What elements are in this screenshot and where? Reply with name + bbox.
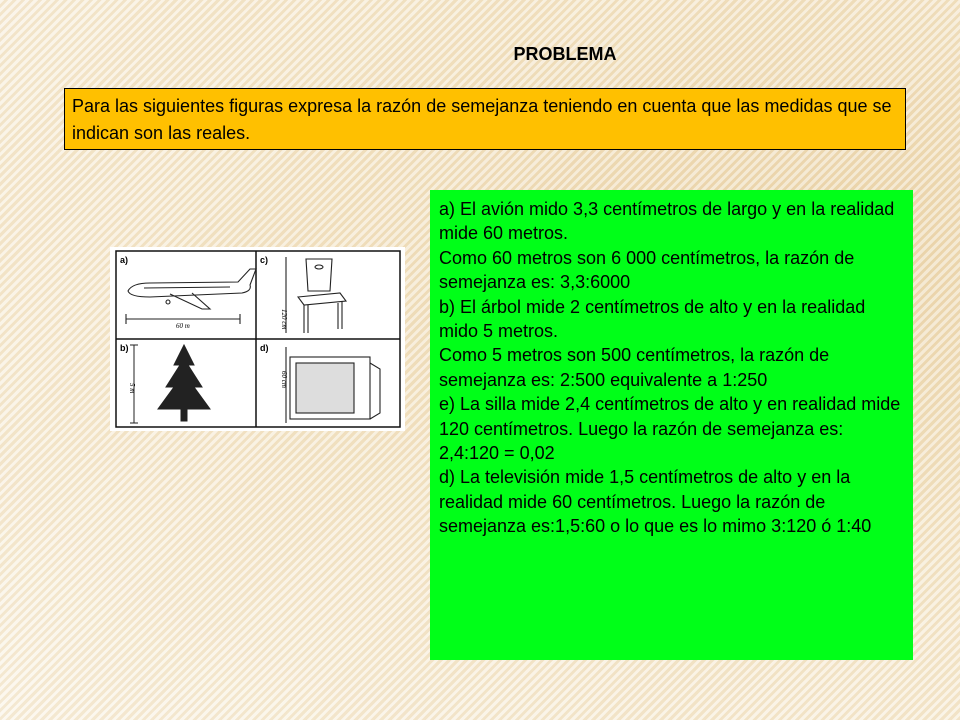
figures-drawing — [110, 247, 405, 431]
answer-line-a-ratio: Como 60 metros son 6 000 centímetros, la razón de semejanza es: 3,3:6000 — [439, 247, 855, 293]
answer-box — [430, 190, 913, 660]
tree-measure: 5 m — [128, 383, 136, 394]
problem-statement-box — [64, 88, 906, 150]
chair-measure: 120 cm — [280, 309, 288, 330]
tv-measure: 60 cm — [280, 371, 288, 388]
answer-line-chair: e) La silla mide 2,4 centímetros de alto y en realidad mide 120 centímetros. Luego la razón de semejanza es: 2,4:120 = 0,02 — [439, 394, 901, 464]
figures-image — [110, 247, 405, 431]
panel-label-a: a) — [120, 255, 129, 265]
answer-line-b-ratio: Como 5 metros son 500 centímetros, la razón de semejanza es: 2:500 equivalente a 1:250 — [439, 345, 830, 390]
slide-title: PROBLEMA — [513, 44, 617, 64]
panel-label-b: b) — [120, 343, 129, 353]
panel-label-d: d) — [260, 343, 269, 353]
answer-line-b: b) El árbol mide 2 centímetros de alto y en la realidad mido 5 metros. — [439, 296, 866, 342]
panel-label-c: c) — [260, 255, 269, 265]
plane-measure: 60 m — [176, 322, 190, 330]
answer-line-tv: d) La televisión mide 1,5 centímetros de alto y en la realidad mide 60 centímetros. Luego la razón de semejanza es:1,5:60 o lo que es lo mimo 3:120 ó 1:40 — [439, 467, 872, 537]
answer-line-a: a) El avión mido 3,3 centímetros de largo y en la realidad mide 60 metros. — [439, 199, 895, 244]
problem-text: Para las siguientes figuras expresa la razón de semejanza teniendo en cuenta que las medidas que se indican son las reales. — [72, 96, 892, 143]
